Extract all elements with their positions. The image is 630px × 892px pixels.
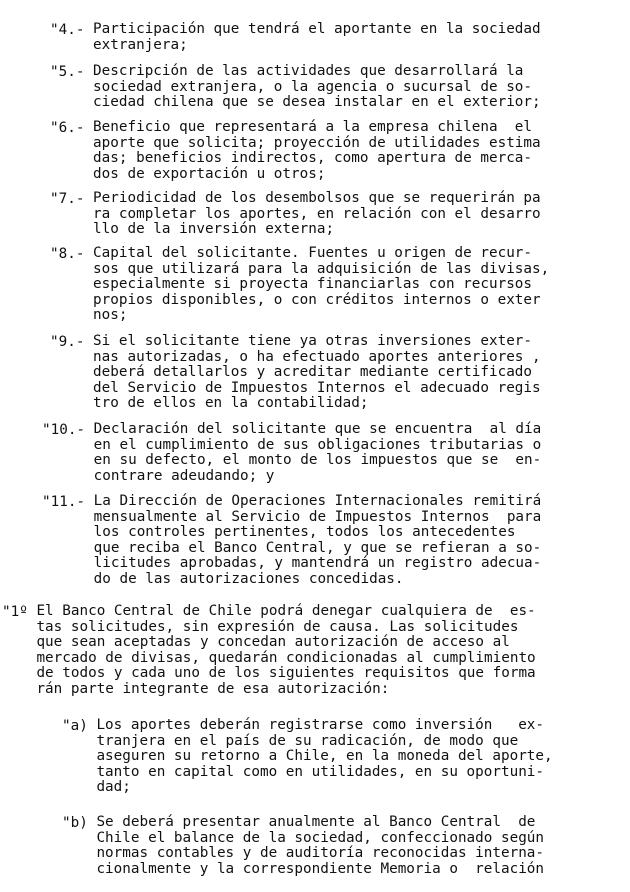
sub-item-line: normas contables y de auditoría reconocidas interna- (96, 845, 545, 862)
paragraph-line: de todos y cada uno de los siguientes requisitos que forma (36, 665, 536, 682)
item-line: Capital del solicitante. Fuentes u origen de recur- (93, 245, 533, 261)
item-10 (42, 422, 622, 484)
sub-item-b (62, 815, 622, 877)
item-line: Si el solicitante tiene ya otras inversiones exter- (93, 333, 533, 349)
item-line: sociedad extranjera, o la agencia o sucursal de so- (93, 78, 533, 95)
paragraph-line: tas solicitudes, sin expresión de causa. Las solicitudes (36, 618, 519, 635)
item-line: nas autorizadas, o ha efectuado aportes anteriores , (93, 348, 541, 365)
item-line: licitudes aprobadas, y mantendrá un registro adecua- (93, 555, 542, 572)
paragraph-line: que sean aceptadas y concedan autorización de acceso al (36, 634, 510, 651)
item-number: "11.- (42, 494, 94, 510)
item-line: ra completar los aportes, en relación con el desarro (93, 205, 541, 222)
paragraph-line: rán parte integrante de esa autorización: (36, 680, 390, 697)
item-line: nos; (93, 307, 128, 324)
item-line: Beneficio que representará a la empresa chilena el (93, 119, 533, 135)
item-line: en su defecto, el monto de los impuestos que se en- (93, 452, 542, 469)
item-line: extranjera; (93, 36, 188, 53)
item-line: especialmente si proyecta financiarlas con recursos (93, 276, 533, 293)
item-line: La Dirección de Operaciones Internacionales remitirá (93, 493, 542, 509)
item-number: "7.- (50, 191, 94, 207)
sub-item-line: Chile el balance de la sociedad, confeccionado según (96, 829, 545, 846)
paragraph-line: El Banco Central de Chile podrá denegar cualquiera de es- (36, 603, 536, 619)
paragraph-number: "1º (2, 604, 37, 620)
sub-item-line: dad; (96, 779, 131, 796)
item-line: sos que utilizará para la adquisición de las divisas, (93, 260, 550, 277)
item-number: "5.- (50, 64, 94, 80)
item-5 (50, 64, 622, 111)
item-11 (42, 494, 622, 588)
item-line: llo de la inversión externa; (93, 221, 335, 238)
item-line: que reciba el Banco Central, y que se refieran a so- (93, 539, 542, 556)
item-9 (50, 334, 622, 412)
item-line: tro de ellos en la contabilidad; (93, 395, 369, 412)
sub-item-line: Se deberá presentar anualmente al Banco Central de (96, 814, 536, 830)
item-line: ciedad chilena que se desea instalar en el exterior; (93, 94, 541, 111)
paragraph-line: mercado de divisas, quedarán condicionadas al cumplimiento (36, 649, 536, 666)
item-6 (50, 120, 622, 182)
item-line: mensualmente al Servicio de Impuestos Internos para (93, 508, 542, 525)
sub-item-letter: "b) (62, 815, 97, 831)
sub-item-line: aseguren su retorno a Chile, en la moneda del aporte, (96, 748, 553, 765)
item-7 (50, 191, 622, 238)
sub-item-line: tranjera en el país de su radicación, de modo que (96, 732, 519, 749)
paragraph-1 (2, 604, 622, 698)
item-line: Declaración del solicitante que se encuentra al día (93, 421, 542, 437)
item-line: contrare adeudando; y (93, 467, 275, 484)
item-line: del Servicio de Impuestos Internos el adecuado regis (93, 379, 541, 396)
item-number: "4.- (50, 22, 94, 38)
item-line: deberá detallarlos y acreditar mediante certificado (93, 364, 533, 381)
item-line: propios disponibles, o con créditos internos o exter (93, 291, 541, 308)
sub-item-line: Los aportes deberán registrarse como inversión ex- (96, 717, 545, 733)
item-line: do de las autorizaciones concedidas. (93, 570, 404, 587)
item-4 (50, 22, 622, 53)
item-line: Periodicidad de los desembolsos que se requerirán pa (93, 190, 541, 206)
item-number: "8.- (50, 246, 94, 262)
item-line: das; beneficios indirectos, como apertura de merca- (93, 150, 533, 167)
item-line: aporte que solicita; proyección de utilidades estima (93, 134, 541, 151)
item-line: Descripción de las actividades que desarrollará la (93, 63, 524, 79)
item-8 (50, 246, 622, 324)
item-number: "10.- (42, 422, 94, 438)
sub-item-line: tanto en capital como en utilidades, en su oportuni- (96, 763, 545, 780)
item-line: Participación que tendrá el aportante en la sociedad (93, 21, 541, 37)
item-line: dos de exportación u otros; (93, 165, 326, 182)
item-line: en el cumplimiento de sus obligaciones tributarias o (93, 436, 542, 453)
item-number: "9.- (50, 334, 94, 350)
item-line: los controles pertinentes, todos los antecedentes (93, 524, 516, 541)
sub-item-line: cionalmente y la correspondiente Memoria o relación (96, 860, 545, 877)
sub-item-a (62, 718, 622, 796)
item-number: "6.- (50, 120, 94, 136)
sub-item-letter: "a) (62, 718, 97, 734)
